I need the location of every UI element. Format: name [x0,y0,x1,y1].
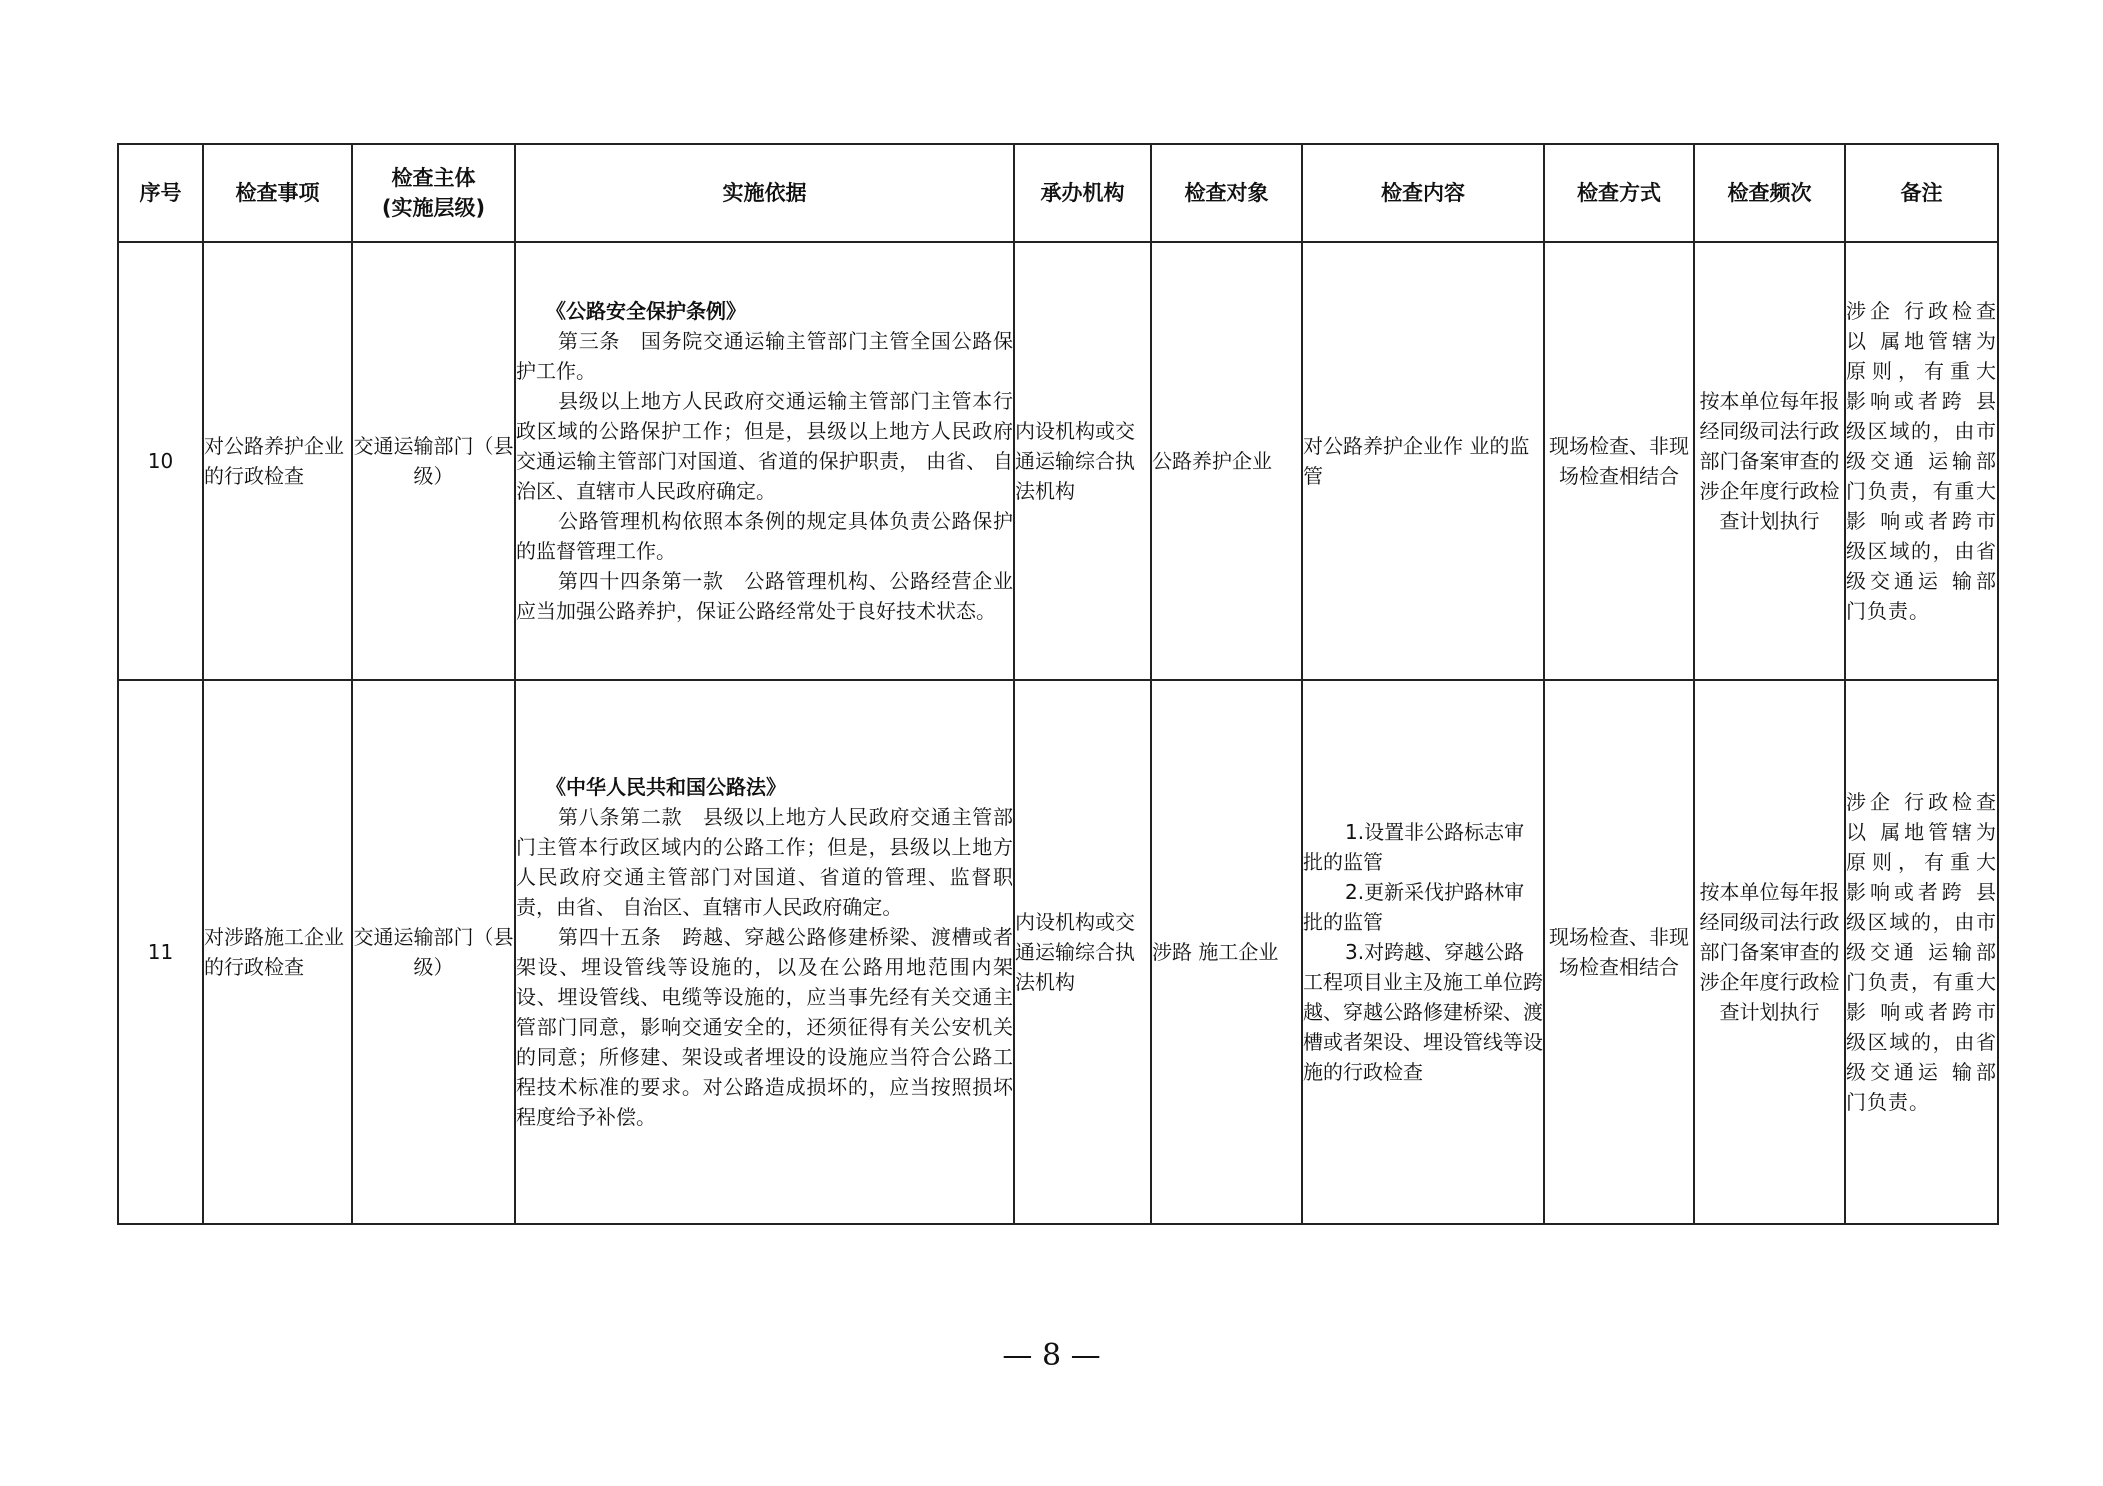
row-agency: 内设机构或交通运输综合执法机构 [1014,242,1151,680]
basis-paragraph: 县级以上地方人民政府交通运输主管部门主管本行政区域的公路保护工作；但是，县级以上地方人民政府交通运输主管部门对国道、省道的保护职责， 由省、 自治区、直辖市人民政府确定。 [516,389,1013,503]
basis-paragraph: 公路管理机构依照本条例的规定具体负责公路保护的监督管理工作。 [516,509,1013,563]
basis-law-title: 《中华人民共和国公路法》 [546,775,786,799]
row-agency: 内设机构或交通运输综合执法机构 [1014,680,1151,1224]
row-basis [515,242,1014,680]
header-content: 检查内容 [1302,144,1544,242]
table-row [118,242,1998,680]
row-note: 涉企 行政检查以 属地管辖为原则，有重大 影响或者跨 县级区域的，由市级交通 运输部门负责，有重大影 响或者跨市 级区域的，由省级交通运 输部门负责。 [1845,680,1998,1224]
header-no: 序号 [118,144,203,242]
basis-paragraph: 第三条 国务院交通运输主管部门主管全国公路保护工作。 [516,329,1013,383]
basis-paragraph: 第四十五条 跨越、穿越公路修建桥梁、渡槽或者架设、埋设管线等设施的，以及在公路用地范围内架设、埋设管线、电缆等设施的，应当事先经有关交通主管部门同意，影响交通安全的，还须征得有关公安机关的同意；所修建、架设或者埋设的设施应当符合公路工程技术标准的要求。对公路造成损坏的，应当按照损坏程度给予补偿。 [516,925,1013,1129]
row-content [1302,242,1544,680]
content-item: 2.更新采伐护路林审批的监管 [1303,880,1525,934]
content-item: 1.设置非公路标志审批的监管 [1303,820,1525,874]
row-subject: 交通运输部门（县 级） [352,680,515,1224]
header-basis: 实施依据 [515,144,1014,242]
header-target: 检查对象 [1151,144,1302,242]
row-note: 涉企 行政检查以 属地管辖为原则，有重大 影响或者跨 县级区域的，由市级交通 运输部门负责，有重大影 响或者跨市 级区域的，由省级交通运 输部门负责。 [1845,242,1998,680]
page-number: — 8 — [1002,1338,1101,1373]
basis-paragraph: 第八条第二款 县级以上地方人民政府交通主管部门主管本行政区域内的公路工作；但是，县级以上地方人民政府交通主管部门对国道、省道的管理、监督职责，由省、 自治区、直辖市人民政府确定。 [516,805,1013,919]
header-frequency: 检查频次 [1694,144,1845,242]
row-basis [515,680,1014,1224]
row-frequency: 按本单位每年报经同级司法行政部门备案审查的涉企年度行政检查计划执行 [1694,680,1845,1224]
row-content [1302,680,1544,1224]
row-method: 现场检查、非现场检查相结合 [1544,242,1694,680]
content-item: 对公路养护企业作 业的监管 [1303,434,1530,488]
header-subject: 检查主体 (实施层级) [352,144,515,242]
row-method: 现场检查、非现场检查相结合 [1544,680,1694,1224]
row-subject: 交通运输部门（县 级） [352,242,515,680]
row-frequency: 按本单位每年报经同级司法行政部门备案审查的涉企年度行政检查计划执行 [1694,242,1845,680]
table-row [118,680,1998,1224]
row-item: 对公路养护企业的行政检查 [203,242,352,680]
header-row [118,144,1998,242]
basis-law-title: 《公路安全保护条例》 [546,299,746,323]
header-note: 备注 [1845,144,1998,242]
basis-paragraph: 第四十四条第一款 公路管理机构、公路经营企业应当加强公路养护，保证公路经常处于良好技术状态。 [516,569,1013,623]
row-target: 涉路 施工企业 [1151,680,1302,1224]
row-no: 11 [118,680,203,1224]
header-item: 检查事项 [203,144,352,242]
row-no: 10 [118,242,203,680]
header-agency: 承办机构 [1014,144,1151,242]
row-target: 公路养护企业 [1151,242,1302,680]
row-item: 对涉路施工企业的行政检查 [203,680,352,1224]
inspection-table [117,143,1999,1225]
header-method: 检查方式 [1544,144,1694,242]
content-item: 3.对跨越、穿越公路工程项目业主及施工单位跨越、穿越公路修建桥梁、渡槽或者架设、埋设管线等设施的行政检查 [1303,940,1543,1084]
